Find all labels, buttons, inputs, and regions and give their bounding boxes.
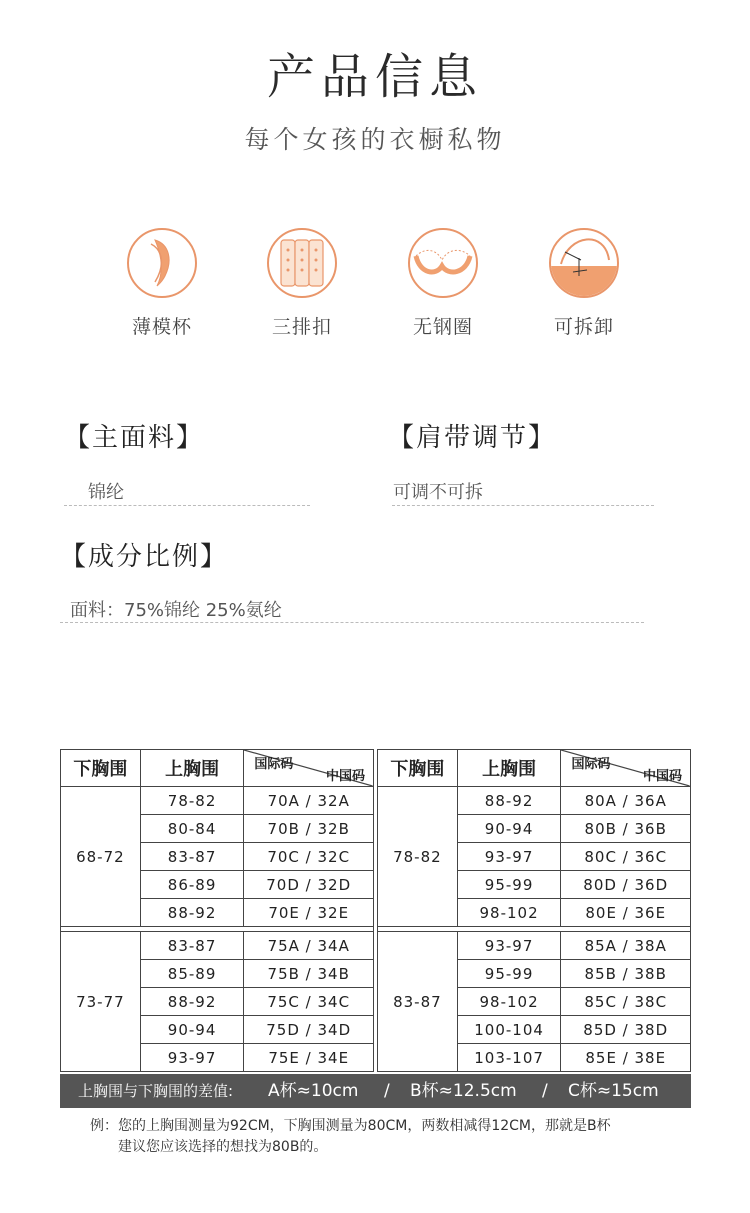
divider xyxy=(64,505,310,506)
header-cn: 中国码 xyxy=(325,769,365,784)
over-bust-cell: 103-107 xyxy=(457,1044,561,1072)
header-under: 下胸围 xyxy=(61,750,141,787)
strap-value: 可调不可拆 xyxy=(393,482,483,503)
feature-label: 三排扣 xyxy=(271,316,332,338)
size-code-cell: 85D / 38D xyxy=(561,1016,691,1044)
cup-difference-bar xyxy=(60,1074,691,1108)
size-code-cell: 80E / 36E xyxy=(561,899,691,927)
cup-b: B杯≈12.5cm xyxy=(410,1081,517,1101)
size-code-cell: 85B / 38B xyxy=(561,960,691,988)
over-bust-cell: 88-92 xyxy=(140,988,244,1016)
size-code-cell: 75A / 34A xyxy=(244,932,374,960)
size-code-cell: 75C / 34C xyxy=(244,988,374,1016)
under-bust-cell: 83-87 xyxy=(378,932,458,1072)
size-code-cell: 70B / 32B xyxy=(244,815,374,843)
header-under: 下胸围 xyxy=(378,750,458,787)
difference-label: 上胸围与下胸围的差值: xyxy=(78,1082,234,1100)
feature-label: 可拆卸 xyxy=(553,316,614,338)
over-bust-cell: 83-87 xyxy=(140,843,244,871)
over-bust-cell: 80-84 xyxy=(140,815,244,843)
feature-thin-cup xyxy=(92,228,232,339)
size-code-cell: 80B / 36B xyxy=(561,815,691,843)
divider xyxy=(60,622,644,623)
size-code-cell: 75B / 34B xyxy=(244,960,374,988)
over-bust-cell: 88-92 xyxy=(457,787,561,815)
table-row xyxy=(61,932,374,960)
over-bust-cell: 78-82 xyxy=(140,787,244,815)
fabric-value: 锦纶 xyxy=(88,482,124,503)
under-bust-cell: 68-72 xyxy=(61,787,141,927)
header-over: 上胸围 xyxy=(457,750,561,787)
under-bust-cell: 73-77 xyxy=(61,932,141,1072)
fabric-title: 【主面料】 xyxy=(64,423,205,453)
feature-three-hook xyxy=(232,228,372,339)
size-code-cell: 70D / 32D xyxy=(244,871,374,899)
over-bust-cell: 93-97 xyxy=(457,932,561,960)
size-code-cell: 80D / 36D xyxy=(561,871,691,899)
over-bust-cell: 88-92 xyxy=(140,899,244,927)
over-bust-cell: 90-94 xyxy=(457,815,561,843)
size-code-cell: 80A / 36A xyxy=(561,787,691,815)
cup-c: C杯≈15cm xyxy=(568,1081,659,1101)
size-code-cell: 70C / 32C xyxy=(244,843,374,871)
separator: / xyxy=(384,1081,390,1101)
composition-title: 【成分比例】 xyxy=(60,542,229,572)
table-row xyxy=(378,932,691,960)
no-wire-icon xyxy=(408,228,478,298)
header-intl: 国际码 xyxy=(254,757,294,772)
size-code-cell: 70A / 32A xyxy=(244,787,374,815)
over-bust-cell: 95-99 xyxy=(457,960,561,988)
over-bust-cell: 85-89 xyxy=(140,960,244,988)
over-bust-cell: 90-94 xyxy=(140,1016,244,1044)
over-bust-cell: 93-97 xyxy=(140,1044,244,1072)
table-row xyxy=(61,787,374,815)
separator: / xyxy=(542,1081,548,1101)
size-table-right xyxy=(377,749,691,1072)
strap-title: 【肩带调节】 xyxy=(388,423,557,453)
size-code-cell: 85A / 38A xyxy=(561,932,691,960)
header-size-code xyxy=(561,750,691,787)
over-bust-cell: 83-87 xyxy=(140,932,244,960)
over-bust-cell: 93-97 xyxy=(457,843,561,871)
removable-strap-icon xyxy=(549,228,619,298)
page-subtitle: 每个女孩的衣橱私物 xyxy=(244,125,506,154)
note-line-2: 建议您应该选择的想找为80B的。 xyxy=(118,1139,328,1155)
table-row xyxy=(378,787,691,815)
note-line-1: 例：您的上胸围测量为92CM，下胸围测量为80CM，两数相减得12CM，那就是B杯 xyxy=(90,1118,611,1134)
size-code-cell: 80C / 36C xyxy=(561,843,691,871)
over-bust-cell: 95-99 xyxy=(457,871,561,899)
header-size-code xyxy=(244,750,374,787)
feature-removable xyxy=(514,228,654,339)
three-hook-icon xyxy=(267,228,337,298)
header-over: 上胸围 xyxy=(140,750,244,787)
size-code-cell: 85E / 38E xyxy=(561,1044,691,1072)
size-code-cell: 75D / 34D xyxy=(244,1016,374,1044)
thin-cup-icon xyxy=(127,228,197,298)
header-cn: 中国码 xyxy=(642,769,682,784)
size-code-cell: 75E / 34E xyxy=(244,1044,374,1072)
page-title: 产品信息 xyxy=(266,49,483,105)
over-bust-cell: 98-102 xyxy=(457,899,561,927)
over-bust-cell: 98-102 xyxy=(457,988,561,1016)
composition-value: 面料：75%锦纶 25%氨纶 xyxy=(70,600,282,621)
size-table-left xyxy=(60,749,374,1072)
header-intl: 国际码 xyxy=(571,757,611,772)
divider xyxy=(392,505,654,506)
over-bust-cell: 86-89 xyxy=(140,871,244,899)
under-bust-cell: 78-82 xyxy=(378,787,458,927)
size-code-cell: 70E / 32E xyxy=(244,899,374,927)
feature-no-wire xyxy=(373,228,513,339)
size-note xyxy=(90,1116,690,1158)
over-bust-cell: 100-104 xyxy=(457,1016,561,1044)
feature-label: 薄模杯 xyxy=(131,316,192,338)
feature-label: 无钢圈 xyxy=(412,316,473,338)
size-code-cell: 85C / 38C xyxy=(561,988,691,1016)
cup-a: A杯≈10cm xyxy=(268,1081,359,1101)
